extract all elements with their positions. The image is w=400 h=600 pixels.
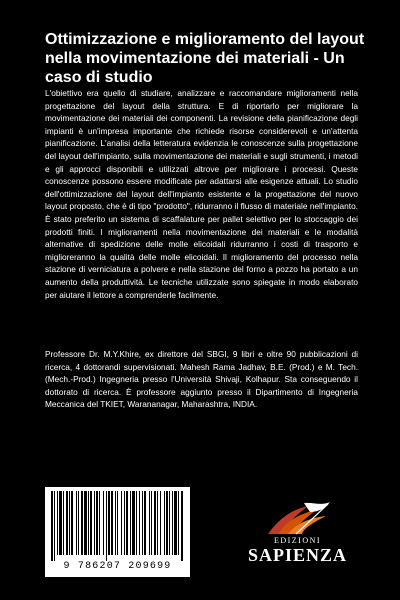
author-bio: Professore Dr. M.Y.Khire, ex direttore del SBGI, 9 libri e oltre 90 pubblicazioni di ricerca, 4 dottorandi supervisionati. Mahesh Rama Jadhav, B.E. (Prod.) e M. Tech. (Mech.-Prod.) Ingegneria presso l'Università Shivaji, Kolhapur. Sta conseguendo il dottorato di ricerca. È professore aggiunto presso il Dipartimento di Ingegneria Meccanica del TKIET, Warananagar, Maharashtra, INDIA. — [45, 349, 358, 410]
publisher-edizioni-label: EDIZIONI — [273, 536, 322, 545]
book-abstract: L'obiettivo era quello di studiare, analizzare e raccomandare miglioramenti nella progettazione del layout della struttura. E di riportarlo per migliorare la movimentazione dei materiali dei componenti. La revisione della pianificazione degli impianti è un'impresa importante che richiede risorse considerevoli e un'attenta pianificazione. L'analisi della letteratura evidenzia le conoscenze sulla progettazione del layout dell'impianto, sulla movimentazione dei materiali e sugli strumenti, i metodi e gli approcci disponibili e utilizzati altrove per migliorare i processi. Queste conoscenze possono essere modificate per adattarsi alle esigenze attuali. Lo studio dell'ottimizzazione del layout dell'impianto esistente e la progettazione del nuovo layout proposto, che è di tipo "prodotto", ridurranno il flusso di materiale nell'impianto. È stato preferito un sistema di scaffalature per pallet selettivo per lo stoccaggio dei prodotti finiti. I miglioramenti nella movimentazione dei materiali e le modalità alternative di spedizione delle molle elicoidali ridurranno i costi di trasporto e miglioreranno la qualità delle molle elicoidali. Il miglioramento del processo nella stazione di verniciatura a polvere e nella stazione del forno a pozzo ha portato a un aumento della produttività. Le tecniche utilizzate sono spiegate in modo elaborato per aiutare il lettore a comprenderle facilmente. — [45, 88, 358, 300]
feather-quill-icon — [260, 500, 335, 536]
isbn-barcode — [45, 487, 190, 577]
publisher-name: SAPIENZA — [247, 545, 348, 565]
barcode-bars-icon — [51, 491, 184, 561]
publisher-logo — [230, 500, 365, 585]
isbn-number: 9 786207 209699 — [63, 561, 172, 572]
book-title: Ottimizzazione e miglioramento del layout nella movimentazione dei materiali - Un caso di studio — [45, 31, 365, 86]
